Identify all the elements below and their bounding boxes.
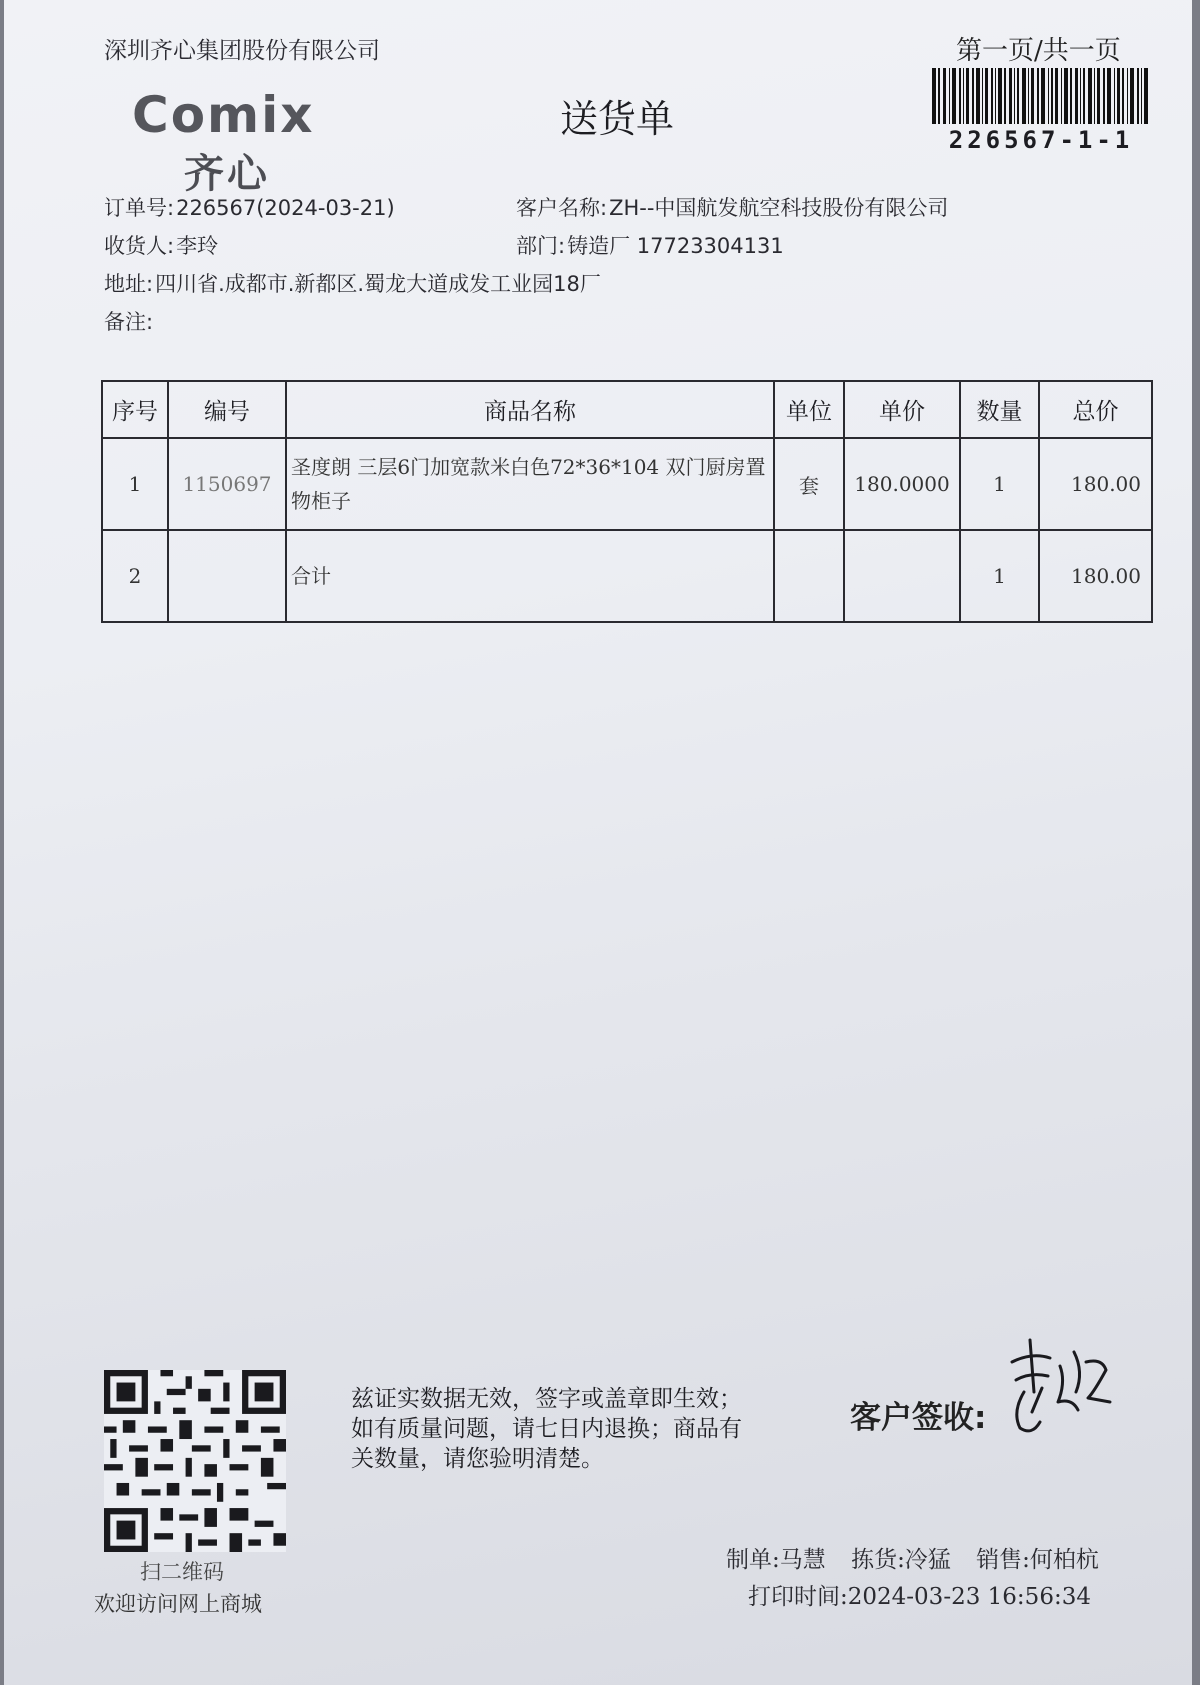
department-field	[516, 230, 784, 260]
comix-logo-chinese: 齐心	[184, 151, 270, 197]
cell-unit	[774, 530, 844, 622]
picker-text: 拣货:冷猛	[851, 1547, 951, 1573]
department-label: 部门:	[516, 234, 566, 258]
cell-qty: 1	[960, 438, 1039, 530]
column-header-code: 编号	[168, 381, 286, 438]
comix-logo: Comix	[132, 86, 315, 144]
cell-code	[168, 530, 286, 622]
handwritten-signature	[1002, 1332, 1118, 1442]
address-label: 地址:	[104, 272, 154, 296]
address-value: 四川省.成都市.新都区.蜀龙大道成发工业园18厂	[155, 272, 601, 296]
customer-name-value: ZH--中国航发航空科技股份有限公司	[609, 196, 949, 220]
cell-price	[844, 530, 960, 622]
department-value: 铸造厂 17723304131	[567, 234, 784, 258]
column-header-seq: 序号	[102, 381, 168, 438]
cell-name: 合计	[286, 530, 774, 622]
table-row	[102, 438, 1152, 530]
order-number-label: 订单号:	[104, 196, 175, 220]
qr-caption-scan: 扫二维码	[140, 1560, 224, 1584]
staff-line	[726, 1541, 1099, 1574]
page-info: 第一页/共一页	[956, 36, 1121, 66]
customer-signature-label: 客户签收:	[850, 1400, 987, 1436]
remark-field	[104, 306, 155, 336]
notice-text: 兹证实数据无效，签字或盖章即生效；如有质量问题，请七日内退换；商品有关数量，请您验明清楚。	[351, 1386, 742, 1472]
address-field	[104, 268, 601, 298]
remark-label: 备注:	[104, 310, 154, 334]
cell-seq: 1	[102, 438, 168, 530]
items-table	[101, 380, 1153, 623]
qr-code-icon	[104, 1370, 286, 1552]
barcode-icon	[932, 68, 1148, 124]
table-row-summary	[102, 530, 1152, 622]
order-number-field	[104, 192, 395, 222]
table-header-row	[102, 381, 1152, 438]
delivery-note-paper	[4, 0, 1192, 1685]
cell-name: 圣度朗 三层6门加宽款米白色72*36*104 双门厨房置物柜子	[286, 438, 774, 530]
column-header-name: 商品名称	[286, 381, 774, 438]
barcode-number: 226567-1-1	[948, 126, 1134, 154]
company-name: 深圳齐心集团股份有限公司	[104, 38, 380, 64]
cell-seq: 2	[102, 530, 168, 622]
cell-total: 180.00	[1039, 530, 1152, 622]
cell-price: 180.0000	[844, 438, 960, 530]
column-header-total: 总价	[1039, 381, 1152, 438]
receiver-label: 收货人:	[104, 234, 175, 258]
column-header-price: 单价	[844, 381, 960, 438]
sales-text: 销售:何柏杭	[976, 1547, 1099, 1573]
column-header-unit: 单位	[774, 381, 844, 438]
customer-name-field	[516, 192, 948, 222]
customer-name-label: 客户名称:	[516, 196, 608, 220]
order-number-value: 226567(2024-03-21)	[176, 196, 395, 220]
cell-unit: 套	[774, 438, 844, 530]
receiver-field	[104, 230, 218, 260]
print-time: 打印时间:2024-03-23 16:56:34	[748, 1584, 1091, 1610]
document-title: 送货单	[560, 97, 675, 141]
cell-qty: 1	[960, 530, 1039, 622]
column-header-qty: 数量	[960, 381, 1039, 438]
qr-caption-welcome: 欢迎访问网上商城	[94, 1592, 262, 1616]
cell-code: 1150697	[168, 438, 286, 530]
receiver-value: 李玲	[176, 234, 219, 258]
maker-text: 制单:马慧	[726, 1547, 826, 1573]
cell-total: 180.00	[1039, 438, 1152, 530]
